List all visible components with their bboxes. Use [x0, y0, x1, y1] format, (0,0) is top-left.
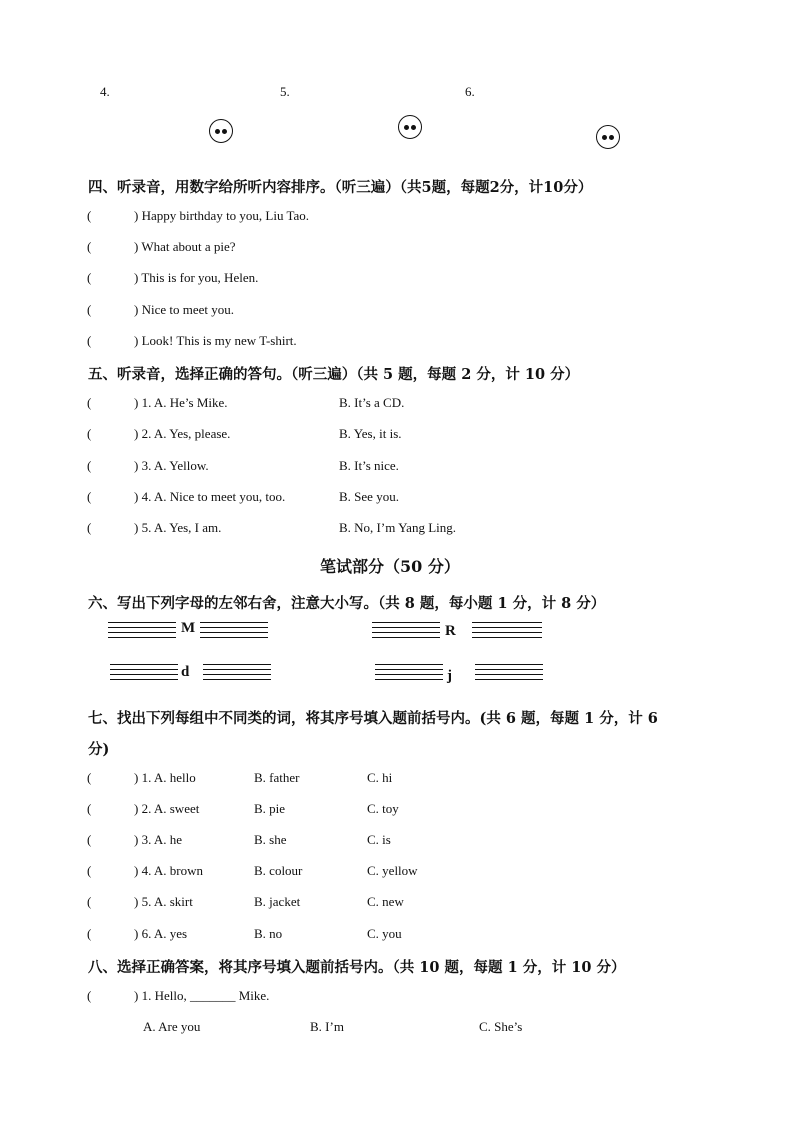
option-b: B. I’m	[310, 1019, 344, 1034]
list-item: ( ) Look! This is my new T-shirt.	[87, 333, 297, 348]
option-b: B. See you.	[339, 489, 399, 504]
option-b: B. Yes, it is.	[339, 426, 402, 441]
section6-heading: 六、写出下列字母的左邻右舍，注意大小写。（共 8 题，每小题 1 分，计 8 分）	[88, 595, 606, 612]
letter-d: d	[181, 664, 190, 680]
list-item: ( ) 1. Hello, _______ Mike.	[87, 988, 270, 1003]
writing-lines[interactable]	[108, 622, 176, 642]
letter-j: j	[447, 668, 452, 684]
list-item: ( ) 1. A. hello	[87, 770, 196, 785]
letter-M: M	[181, 620, 196, 636]
list-item: ( ) 4. A. Nice to meet you, too.	[87, 489, 286, 504]
writing-lines[interactable]	[200, 622, 268, 642]
option-b: B. It’s nice.	[339, 458, 399, 473]
letter-R: R	[445, 623, 456, 639]
option-b: B. colour	[254, 863, 303, 878]
list-item: ( ) 3. A. Yellow.	[87, 458, 209, 473]
writing-lines[interactable]	[472, 622, 542, 642]
item-number-4: 4.	[100, 84, 110, 99]
option-c: C. yellow	[367, 863, 418, 878]
list-item: ( ) 1. A. He’s Mike.	[87, 395, 228, 410]
option-b: B. No, I’m Yang Ling.	[339, 520, 457, 535]
list-item: ( ) 5. A. skirt	[87, 894, 193, 909]
writing-lines[interactable]	[475, 664, 543, 684]
list-item: ( ) Happy birthday to you, Liu Tao.	[87, 208, 310, 223]
list-item: ( ) 6. A. yes	[87, 926, 188, 941]
item-number-6: 6.	[465, 84, 475, 99]
face-icon[interactable]	[209, 119, 233, 143]
option-b: B. father	[254, 770, 300, 785]
written-part-title: 笔试部分（50 分）	[320, 557, 460, 576]
option-c: C. is	[367, 832, 391, 847]
list-item: ( ) 4. A. brown	[87, 863, 203, 878]
option-b: B. jacket	[254, 894, 301, 909]
option-a: A. Are you	[143, 1019, 201, 1034]
section4-heading: 四、听录音，用数字给所听内容排序。（听三遍）（共5题，每题2分，计10分）	[88, 179, 593, 196]
list-item: ( ) This is for you, Helen.	[87, 270, 259, 285]
face-icon[interactable]	[398, 115, 422, 139]
section7-heading: 七、找出下列每组中不同类的词，将其序号填入题前括号内。(共 6 题，每题 1 分，计 6	[88, 710, 658, 727]
option-c: C. hi	[367, 770, 393, 785]
option-b: B. pie	[254, 801, 286, 816]
list-item: ( ) 2. A. Yes, please.	[87, 426, 231, 441]
list-item: ( ) 5. A. Yes, I am.	[87, 520, 222, 535]
list-item: ( ) Nice to meet you.	[87, 302, 235, 317]
option-b: B. no	[254, 926, 283, 941]
writing-lines[interactable]	[110, 664, 178, 684]
option-c: C. She’s	[479, 1019, 523, 1034]
option-c: C. toy	[367, 801, 399, 816]
option-c: C. new	[367, 894, 404, 909]
section8-heading: 八、选择正确答案，将其序号填入题前括号内。（共 10 题，每题 1 分，计 10 分）	[88, 959, 626, 976]
section5-heading: 五、听录音，选择正确的答句。（听三遍）（共 5 题，每题 2 分，计 10 分）	[88, 366, 580, 383]
face-icon[interactable]	[596, 125, 620, 149]
option-b: B. It’s a CD.	[339, 395, 405, 410]
writing-lines[interactable]	[372, 622, 440, 642]
list-item: ( ) 2. A. sweet	[87, 801, 200, 816]
option-b: B. she	[254, 832, 287, 847]
section7-heading-cont: 分)	[88, 741, 110, 758]
item-number-5: 5.	[280, 84, 290, 99]
writing-lines[interactable]	[203, 664, 271, 684]
option-c: C. you	[367, 926, 402, 941]
list-item: ( ) 3. A. he	[87, 832, 183, 847]
list-item: ( ) What about a pie?	[87, 239, 236, 254]
writing-lines[interactable]	[375, 664, 443, 684]
